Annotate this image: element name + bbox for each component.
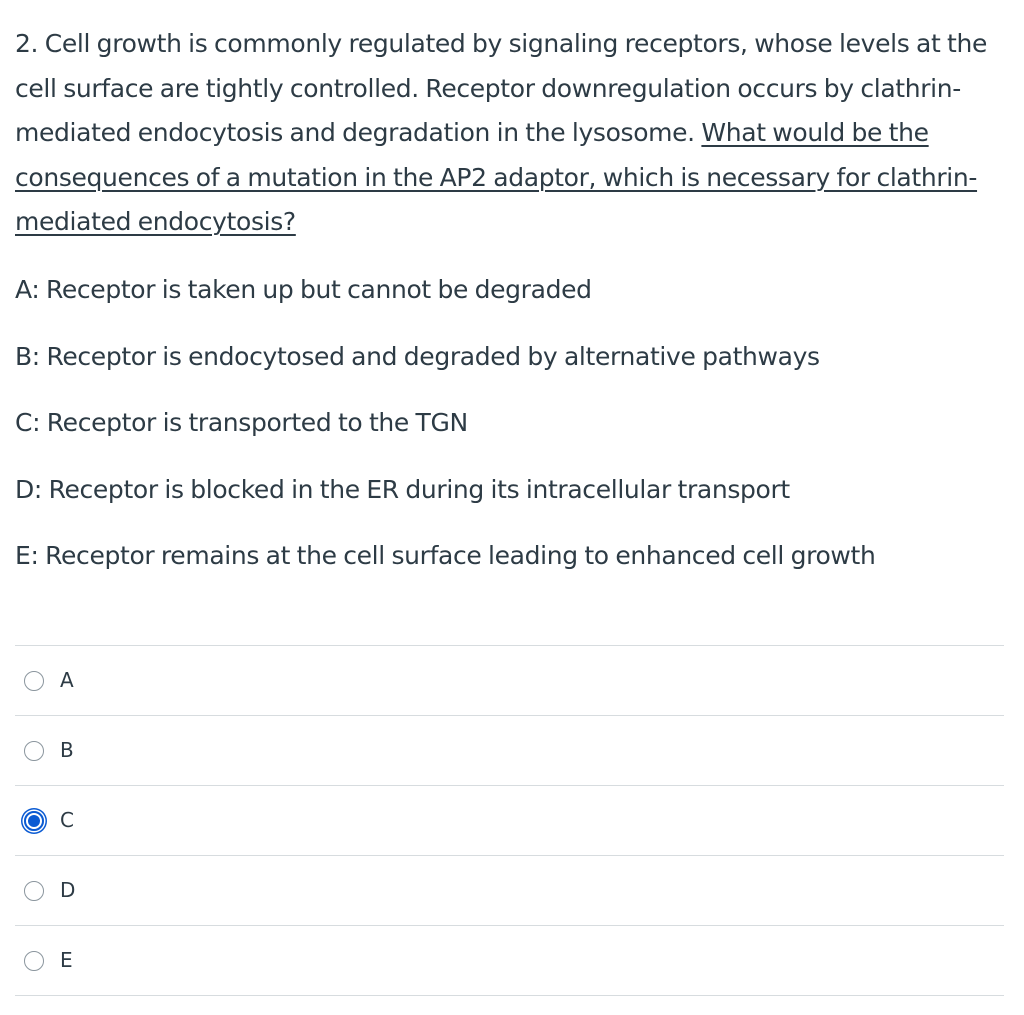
- question-emphasis: What would be the consequences of a mutation in the AP2 adaptor, which is necessary for clathrin-mediated endocytosis?: [15, 118, 978, 236]
- answer-option-b[interactable]: [15, 716, 1004, 786]
- radio-button-a[interactable]: [24, 671, 44, 691]
- answer-option-a[interactable]: [15, 646, 1004, 716]
- radio-button-d[interactable]: [24, 881, 44, 901]
- radio-dot: [28, 815, 40, 827]
- answer-label-a[interactable]: A: [60, 667, 74, 692]
- answer-option-e[interactable]: [15, 926, 1004, 996]
- answer-list: [15, 645, 1004, 996]
- question-prefix: 2. Cell growth is commonly regulated by signaling receptors, whose levels at the cell surface are tightly controlled. Receptor downregulation occurs by clathrin-mediated endocytosis and degradation in the lysosome.: [15, 29, 988, 147]
- radio-button-b[interactable]: [24, 741, 44, 761]
- answer-option-c[interactable]: [15, 786, 1004, 856]
- answer-label-c[interactable]: C: [60, 807, 74, 832]
- option-text-b: B: Receptor is endocytosed and degraded by alternative pathways: [15, 342, 820, 371]
- option-text-c: C: Receptor is transported to the TGN: [15, 408, 468, 437]
- question-text: [15, 22, 1007, 245]
- option-text-d: D: Receptor is blocked in the ER during its intracellular transport: [15, 475, 790, 504]
- radio-button-c[interactable]: [24, 811, 44, 831]
- option-text-a: A: Receptor is taken up but cannot be degraded: [15, 275, 592, 304]
- radio-button-e[interactable]: [24, 951, 44, 971]
- answer-option-d[interactable]: [15, 856, 1004, 926]
- answer-label-b[interactable]: B: [60, 737, 74, 762]
- answer-label-d[interactable]: D: [60, 877, 76, 902]
- option-text-e: E: Receptor remains at the cell surface leading to enhanced cell growth: [15, 541, 876, 570]
- answer-label-e[interactable]: E: [60, 947, 73, 972]
